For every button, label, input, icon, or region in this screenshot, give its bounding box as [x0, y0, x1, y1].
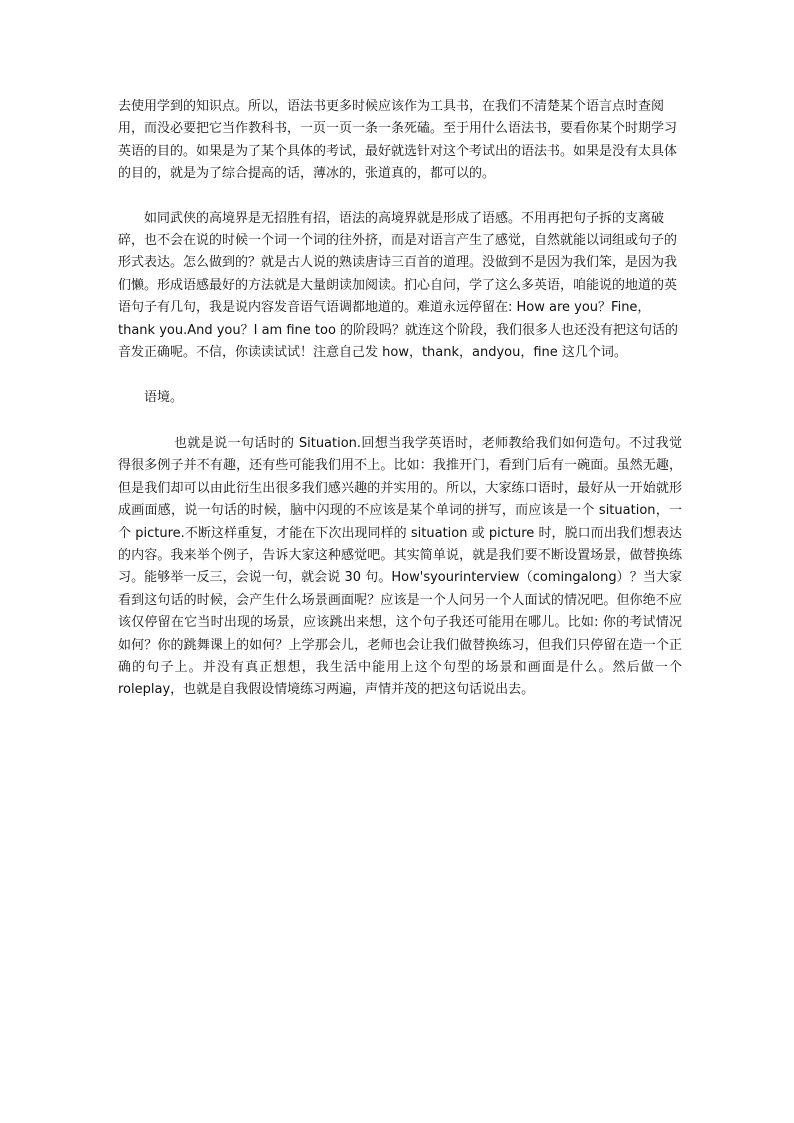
- section-heading-context: 语境。: [144, 390, 184, 406]
- paragraph-language-sense: 如同武侠的高境界是无招胜有招，语法的高境界就是形成了语感。不用再把句子拆的支离破碎，也不会在说的时候一个词一个词的往外挤，而是对语言产生了感觉，自然就能以词组或句子的形式表达。怎么做到的？就是古人说的熟读唐诗三百首的道理。没做到不是因为我们笨，是因为我们懒。形成语感最好的方法就是大量朗读加阅读。扪心自问，学了这么多英语，咱能说的地道的英语句子有几句，我是说内容发音语气语调都地道的。难道永远停留在: How are you？Fine，thank you.And you？I am fine too 的阶段吗？就连这个阶段，我们很多人也还没有把这句话的音发正确呢。不信，你读读试试！注意自己发 how，thank，andyou，fine 这几个词。: [118, 210, 679, 361]
- paragraph-grammar-books: 去使用学到的知识点。所以，语法书更多时候应该作为工具书，在我们不清楚某个语言点时查阅用，而没必要把它当作教科书，一页一页一条一条死磕。至于用什么语法书，要看你某个时期学习英语的目的。如果是为了某个具体的考试，最好就选针对这个考试出的语法书。如果是没有太具体的目的，就是为了综合提高的话，薄冰的，张道真的，都可以的。: [118, 99, 678, 182]
- document-page: [118, 96, 682, 702]
- paragraph-situation: 也就是说一句话时的 Situation.回想当我学英语时，老师教给我们如何造句。不过我觉得很多例子并不有趣，还有些可能我们用不上。比如：我推开门，看到门后有一碗面。虽然无趣，但是我们却可以由此衍生出很多我们感兴趣的并实用的。所以，大家练口语时，最好从一开始就形成画面感，说一句话的时候，脑中闪现的不应该是某个单词的拼写，而应该是一个 situation，一个 picture.不断这样重复，才能在下次出现同样的 situation 或 picture 时，脱口而出我们想表达的内容。我来举个例子，告诉大家这种感觉吧。其实简单说，就是我们要不断设置场景，做替换练习。能够举一反三，会说一句，就会说 30 句。How'syourinterview（comingalong）？当大家看到这句话的时候，会产生什么场景画面呢？应该是一个人问另一个人面试的情况吧。但你绝不应该仅停留在它当时出现的场景，应该跳出来想，这个句子我还可能用在哪儿。比如: 你的考试情况如何？你的跳舞课上的如何？上学那会儿，老师也会让我们做替换练习，但我们只停留在造一个正确的句子上。并没有真正想想，我生活中能用上这个句型的场景和画面是什么。然后做一个 roleplay，也就是自我假设情境练习两遍，声情并茂的把这句话说出去。: [118, 435, 682, 698]
